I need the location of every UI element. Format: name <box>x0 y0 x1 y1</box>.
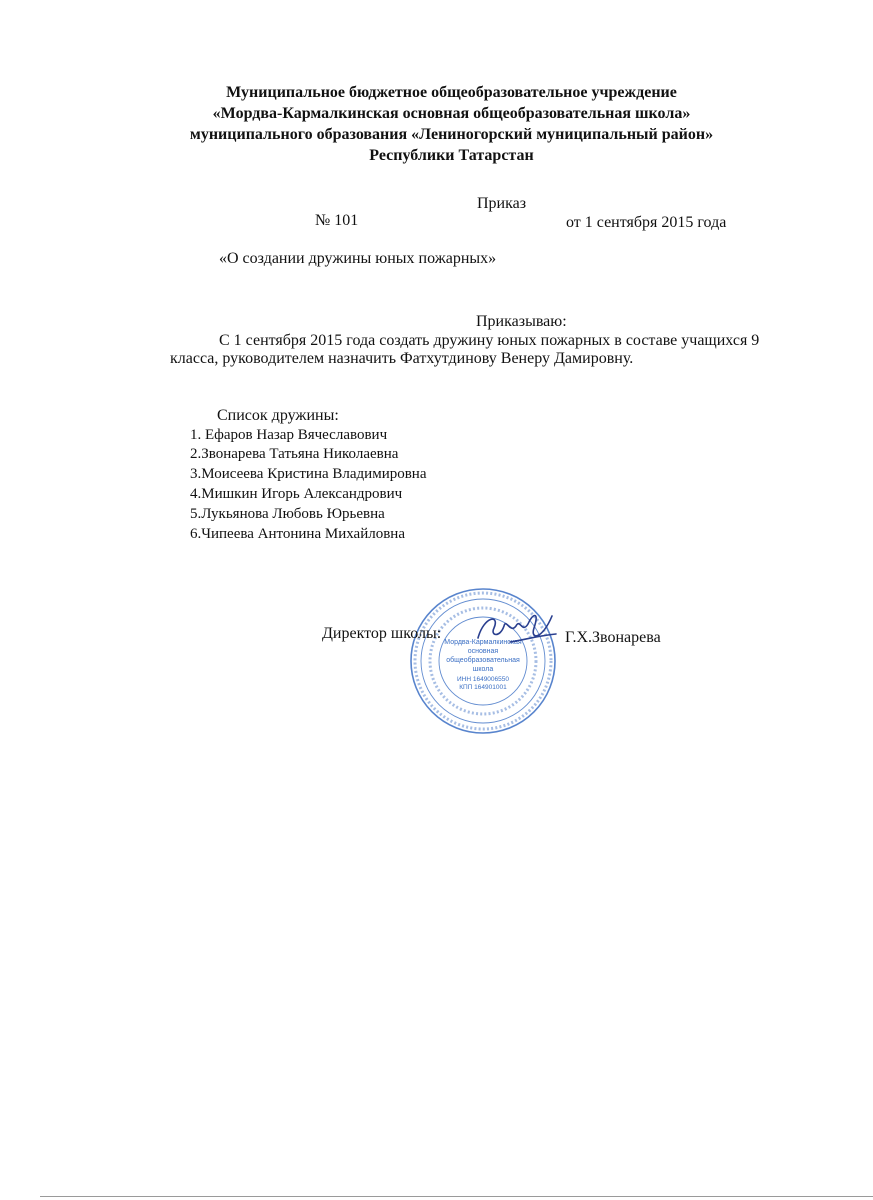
header-line-1: Муниципальное бюджетное общеобразовательное учреждение <box>226 84 677 101</box>
director-position: Директор школы: <box>322 625 442 642</box>
header-line-2: «Мордва-Кармалкинская основная общеобразовательная школа» <box>212 105 691 122</box>
svg-text:школа: школа <box>472 666 494 673</box>
order-title: Приказ <box>477 195 527 212</box>
team-member: 6.Чипеева Антонина Михайловна <box>190 526 405 542</box>
svg-text:общеобразовательная: общеобразовательная <box>446 657 520 664</box>
svg-text:основная: основная <box>467 648 499 655</box>
order-number: № 101 <box>315 212 359 229</box>
team-member: 3.Моисеева Кристина Владимировна <box>190 466 427 482</box>
team-member: 4.Мишкин Игорь Александрович <box>190 486 403 502</box>
svg-text:КПП 164901001: КПП 164901001 <box>459 684 507 691</box>
team-heading: Список дружины: <box>217 407 339 424</box>
order-subject: «О создании дружины юных пожарных» <box>219 250 497 267</box>
page-bottom-edge <box>40 1196 873 1197</box>
order-body-line-1: С 1 сентября 2015 года создать дружину юных пожарных в составе учащихся 9 <box>219 332 760 349</box>
order-directive: Приказываю: <box>476 313 567 330</box>
svg-text:ИНН 1649006550: ИНН 1649006550 <box>456 676 510 683</box>
team-member: 5.Лукьянова Любовь Юрьевна <box>190 506 385 522</box>
director-signature <box>467 604 560 655</box>
header-line-4: Республики Татарстан <box>369 147 534 164</box>
header-line-3: муниципального образования «Лениногорский муниципальный район» <box>189 126 714 143</box>
team-member: 1. Ефаров Назар Вячеславович <box>190 427 388 443</box>
order-date: от 1 сентября 2015 года <box>566 214 727 231</box>
order-body-line-2: класса, руководителем назначить Фатхутдинову Венеру Дамировну. <box>170 350 634 367</box>
team-member: 2.Звонарева Татьяна Николаевна <box>190 446 399 462</box>
svg-text:Мордва-Кармалкинская: Мордва-Кармалкинская <box>444 639 522 646</box>
director-name: Г.Х.Звонарева <box>565 629 661 646</box>
